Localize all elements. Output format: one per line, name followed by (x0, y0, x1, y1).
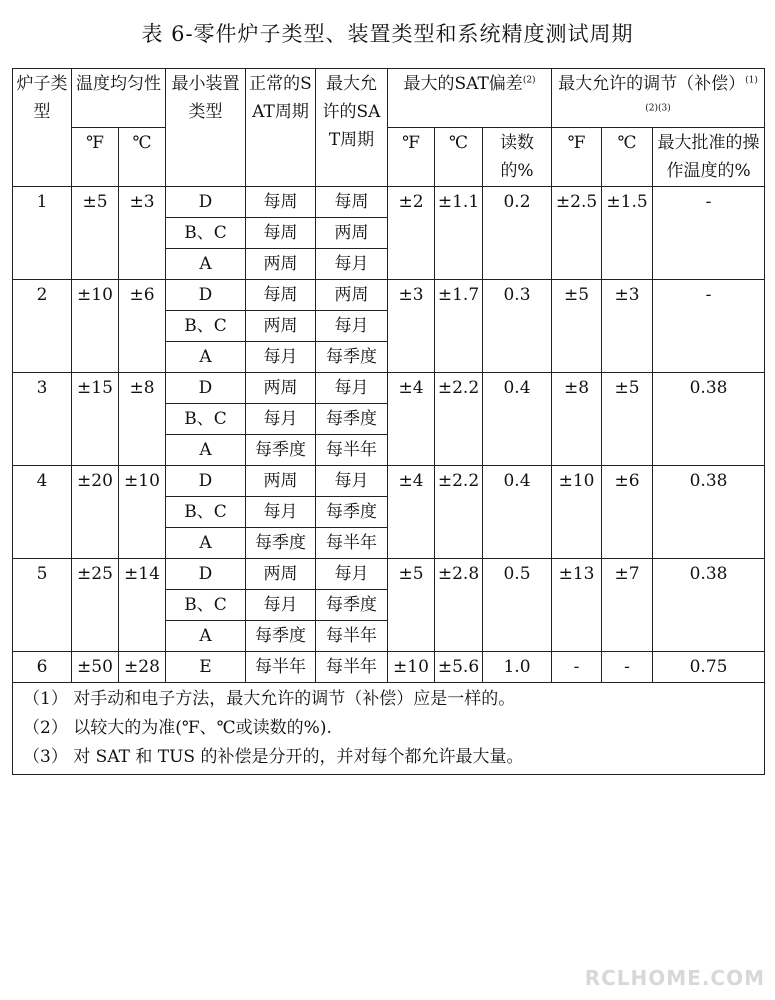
adjustment-f-cell: ±5 (552, 280, 602, 373)
header-max-adjustment-notes: (1)(2)(3) (645, 75, 758, 114)
header-adjustment-pct-max-temp: 最大批准的操作温度的% (653, 128, 765, 187)
instrument-type-cell: D (166, 373, 246, 404)
header-min-instrument: 最小装置类型 (166, 69, 246, 187)
header-max-sat-deviation-label: 最大的SAT偏差 (403, 74, 523, 94)
instrument-type-cell: D (166, 280, 246, 311)
table-row (13, 187, 765, 218)
header-normal-sat: 正常的SAT周期 (246, 69, 316, 187)
deviation-pct-cell: 0.4 (483, 466, 552, 559)
deviation-pct-cell: 0.5 (483, 559, 552, 652)
deviation-c-cell: ±2.2 (435, 373, 483, 466)
uniformity-c-cell: ±10 (119, 466, 166, 559)
adjustment-pct-cell: - (653, 280, 765, 373)
header-row-2 (13, 128, 765, 187)
deviation-f-cell: ±10 (388, 652, 435, 683)
deviation-c-cell: ±1.1 (435, 187, 483, 280)
deviation-f-cell: ±4 (388, 466, 435, 559)
max-sat-period-cell: 每半年 (316, 621, 388, 652)
uniformity-c-cell: ±28 (119, 652, 166, 683)
normal-sat-period-cell: 每月 (246, 342, 316, 373)
max-sat-period-cell: 每月 (316, 249, 388, 280)
furnace-type-cell: 4 (13, 466, 72, 559)
adjustment-pct-cell: 0.38 (653, 559, 765, 652)
deviation-c-cell: ±2.2 (435, 466, 483, 559)
footnote-1: （1） 对手动和电子方法，最大允许的调节（补偿）应是一样的。 (23, 689, 516, 709)
header-deviation-pct-reading: 读数的% (483, 128, 552, 187)
deviation-pct-cell: 0.4 (483, 373, 552, 466)
furnace-type-cell: 2 (13, 280, 72, 373)
normal-sat-period-cell: 两周 (246, 373, 316, 404)
normal-sat-period-cell: 两周 (246, 559, 316, 590)
table-row (13, 373, 765, 404)
normal-sat-period-cell: 每周 (246, 280, 316, 311)
instrument-type-cell: D (166, 559, 246, 590)
max-sat-period-cell: 每月 (316, 373, 388, 404)
deviation-c-cell: ±2.8 (435, 559, 483, 652)
normal-sat-period-cell: 每月 (246, 590, 316, 621)
table-body (13, 69, 765, 683)
furnace-type-cell: 1 (13, 187, 72, 280)
header-row-1 (13, 69, 765, 128)
instrument-type-cell: A (166, 435, 246, 466)
footnote-2: （2） 以较大的为准(℉、℃或读数的%). (23, 718, 332, 738)
adjustment-pct-cell: 0.38 (653, 466, 765, 559)
instrument-type-cell: D (166, 466, 246, 497)
instrument-type-cell: B、C (166, 218, 246, 249)
max-sat-period-cell: 每季度 (316, 342, 388, 373)
uniformity-c-cell: ±8 (119, 373, 166, 466)
deviation-f-cell: ±2 (388, 187, 435, 280)
deviation-pct-cell: 0.2 (483, 187, 552, 280)
table-row (13, 466, 765, 497)
header-uniformity: 温度均匀性 (72, 69, 166, 128)
max-sat-period-cell: 每月 (316, 311, 388, 342)
header-max-sat: 最大允许的SAT周期 (316, 69, 388, 187)
max-sat-period-cell: 每季度 (316, 590, 388, 621)
normal-sat-period-cell: 每月 (246, 497, 316, 528)
table-row (13, 559, 765, 590)
deviation-c-cell: ±5.6 (435, 652, 483, 683)
deviation-f-cell: ±5 (388, 559, 435, 652)
normal-sat-period-cell: 每月 (246, 404, 316, 435)
instrument-type-cell: A (166, 342, 246, 373)
instrument-type-cell: A (166, 621, 246, 652)
max-sat-period-cell: 两周 (316, 280, 388, 311)
footnotes (13, 683, 765, 775)
sat-period-table (12, 68, 765, 775)
uniformity-f-cell: ±50 (72, 652, 119, 683)
deviation-c-cell: ±1.7 (435, 280, 483, 373)
max-sat-period-cell: 每月 (316, 559, 388, 590)
adjustment-c-cell: ±6 (602, 466, 653, 559)
instrument-type-cell: D (166, 187, 246, 218)
max-sat-period-cell: 每月 (316, 466, 388, 497)
max-sat-period-cell: 每季度 (316, 497, 388, 528)
max-sat-period-cell: 每季度 (316, 404, 388, 435)
header-max-sat-deviation (388, 69, 552, 128)
max-sat-period-cell: 每半年 (316, 435, 388, 466)
instrument-type-cell: A (166, 249, 246, 280)
header-deviation-c: ℃ (435, 128, 483, 187)
header-max-adjustment (552, 69, 765, 128)
deviation-f-cell: ±3 (388, 280, 435, 373)
header-deviation-f: ℉ (388, 128, 435, 187)
furnace-type-cell: 6 (13, 652, 72, 683)
normal-sat-period-cell: 每季度 (246, 435, 316, 466)
adjustment-c-cell: ±1.5 (602, 187, 653, 280)
max-sat-period-cell: 两周 (316, 218, 388, 249)
uniformity-f-cell: ±20 (72, 466, 119, 559)
table-row (13, 280, 765, 311)
uniformity-c-cell: ±6 (119, 280, 166, 373)
adjustment-c-cell: - (602, 652, 653, 683)
normal-sat-period-cell: 每周 (246, 187, 316, 218)
adjustment-c-cell: ±3 (602, 280, 653, 373)
deviation-f-cell: ±4 (388, 373, 435, 466)
header-adjustment-f: ℉ (552, 128, 602, 187)
table-title: 表 6-零件炉子类型、装置类型和系统精度测试周期 (141, 22, 634, 46)
uniformity-f-cell: ±10 (72, 280, 119, 373)
deviation-pct-cell: 1.0 (483, 652, 552, 683)
adjustment-f-cell: ±2.5 (552, 187, 602, 280)
header-adjustment-c: ℃ (602, 128, 653, 187)
header-max-sat-deviation-note: (2) (522, 75, 536, 86)
uniformity-f-cell: ±5 (72, 187, 119, 280)
normal-sat-period-cell: 每周 (246, 218, 316, 249)
header-uniformity-f: ℉ (72, 128, 119, 187)
instrument-type-cell: B、C (166, 497, 246, 528)
adjustment-pct-cell: 0.75 (653, 652, 765, 683)
adjustment-pct-cell: 0.38 (653, 373, 765, 466)
adjustment-c-cell: ±7 (602, 559, 653, 652)
max-sat-period-cell: 每周 (316, 187, 388, 218)
footnote-3: （3） 对 SAT 和 TUS 的补偿是分开的，并对每个都允许最大量。 (23, 747, 524, 767)
deviation-pct-cell: 0.3 (483, 280, 552, 373)
uniformity-f-cell: ±25 (72, 559, 119, 652)
furnace-type-cell: 5 (13, 559, 72, 652)
normal-sat-period-cell: 每季度 (246, 528, 316, 559)
table-row (13, 652, 765, 683)
adjustment-f-cell: ±10 (552, 466, 602, 559)
adjustment-c-cell: ±5 (602, 373, 653, 466)
max-sat-period-cell: 每半年 (316, 528, 388, 559)
watermark: RCLHOME.COM (584, 966, 765, 990)
adjustment-pct-cell: - (653, 187, 765, 280)
uniformity-f-cell: ±15 (72, 373, 119, 466)
adjustment-f-cell: ±8 (552, 373, 602, 466)
header-furnace-type: 炉子类型 (13, 69, 72, 187)
adjustment-f-cell: ±13 (552, 559, 602, 652)
normal-sat-period-cell: 两周 (246, 311, 316, 342)
instrument-type-cell: B、C (166, 311, 246, 342)
uniformity-c-cell: ±3 (119, 187, 166, 280)
normal-sat-period-cell: 两周 (246, 466, 316, 497)
header-uniformity-c: ℃ (119, 128, 166, 187)
header-max-adjustment-label: 最大允许的调节（补偿） (558, 74, 746, 94)
adjustment-f-cell: - (552, 652, 602, 683)
instrument-type-cell: A (166, 528, 246, 559)
max-sat-period-cell: 每半年 (316, 652, 388, 683)
instrument-type-cell: E (166, 652, 246, 683)
uniformity-c-cell: ±14 (119, 559, 166, 652)
instrument-type-cell: B、C (166, 590, 246, 621)
instrument-type-cell: B、C (166, 404, 246, 435)
normal-sat-period-cell: 每季度 (246, 621, 316, 652)
normal-sat-period-cell: 两周 (246, 249, 316, 280)
normal-sat-period-cell: 每半年 (246, 652, 316, 683)
furnace-type-cell: 3 (13, 373, 72, 466)
notes-row (13, 683, 765, 775)
